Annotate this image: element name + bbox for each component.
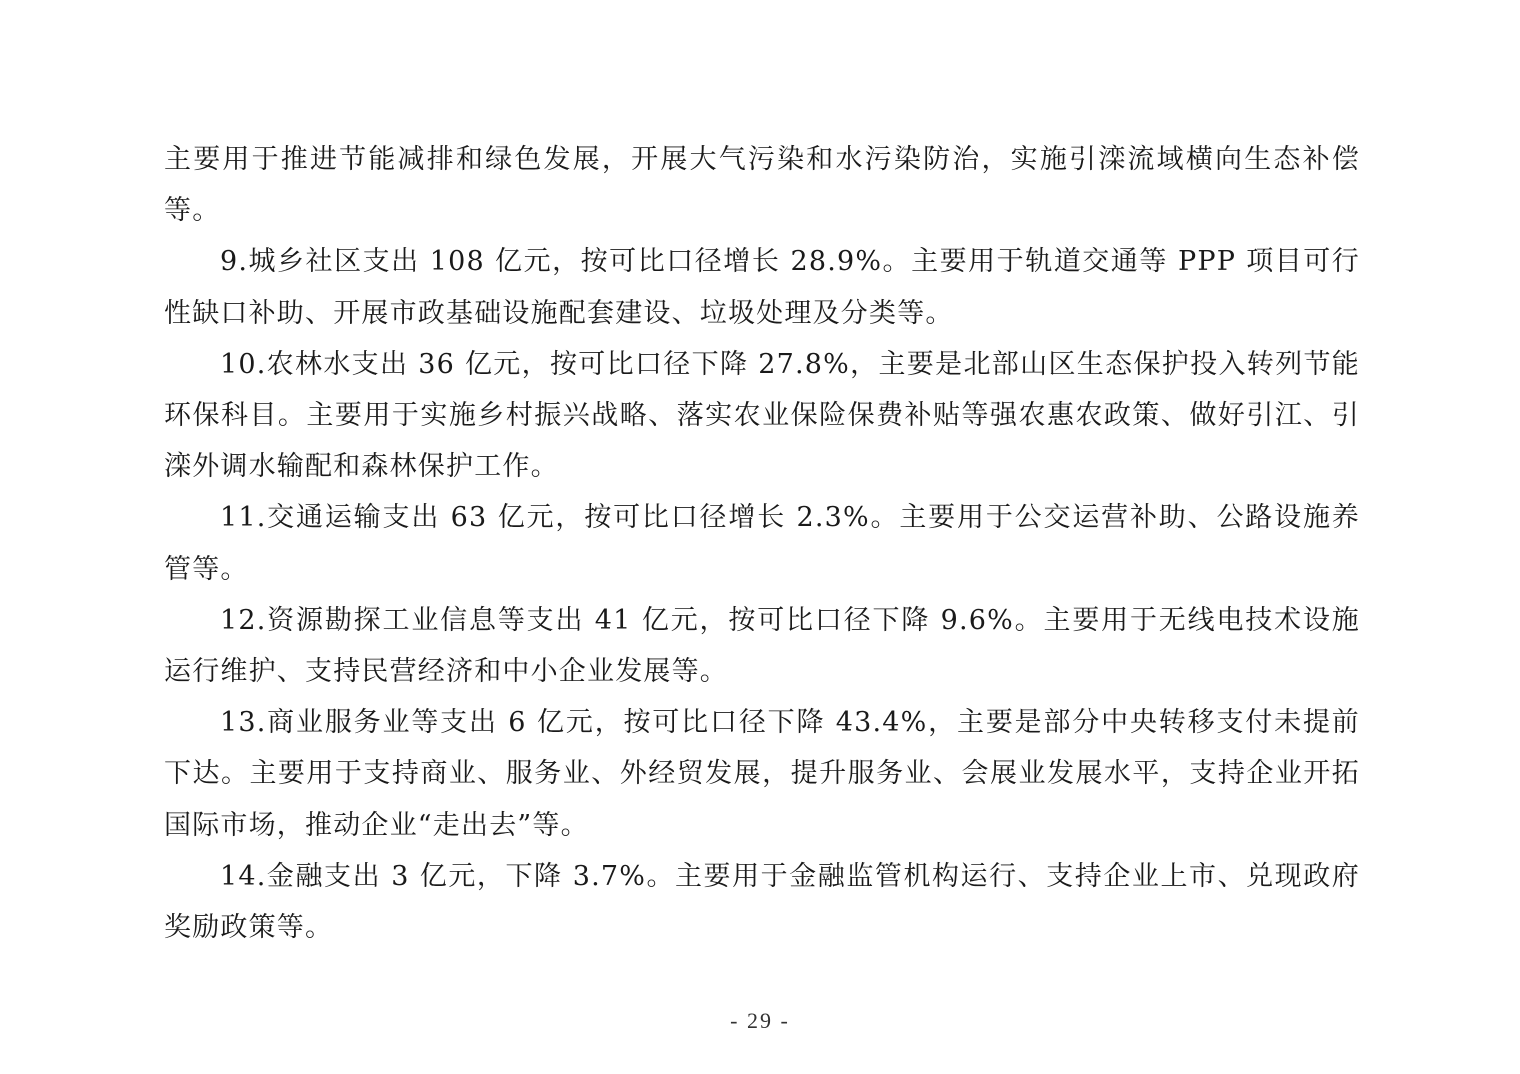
paragraph-item-9: 9.城乡社区支出 108 亿元，按可比口径增长 28.9%。主要用于轨道交通等 PPP 项目可行性缺口补助、开展市政基础设施配套建设、垃圾处理及分类等。 [164,246,1360,329]
page-number: - 29 - [730,1008,790,1033]
paragraph-item-12: 12.资源勘探工业信息等支出 41 亿元，按可比口径下降 9.6%。主要用于无线电技术设施运行维护、支持民营经济和中小企业发展等。 [164,604,1360,688]
paragraph-continuation: 主要用于推进节能减排和绿色发展，开展大气污染和水污染防治，实施引滦流域横向生态补偿等。 [164,144,1360,227]
paragraph-item-13: 13.商业服务业等支出 6 亿元，按可比口径下降 43.4%，主要是部分中央转移支付未提前下达。主要用于支持商业、服务业、外经贸发展，提升服务业、会展业发展水平，支持企业开拓国际市场，推动企业“走出去”等。 [164,707,1360,841]
paragraph-item-14: 14.金融支出 3 亿元，下降 3.7%。主要用于金融监管机构运行、支持企业上市、兑现政府奖励政策等。 [164,860,1360,944]
paragraph-item-11: 11.交通运输支出 63 亿元，按可比口径增长 2.3%。主要用于公交运营补助、公路设施养管等。 [164,502,1360,585]
body-text [164,134,1360,953]
paragraph-item-10: 10.农林水支出 36 亿元，按可比口径下降 27.8%，主要是北部山区生态保护投入转列节能环保科目。主要用于实施乡村振兴战略、落实农业保险保费补贴等强农惠农政策、做好引江、引滦外调水输配和森林保护工作。 [164,348,1360,483]
